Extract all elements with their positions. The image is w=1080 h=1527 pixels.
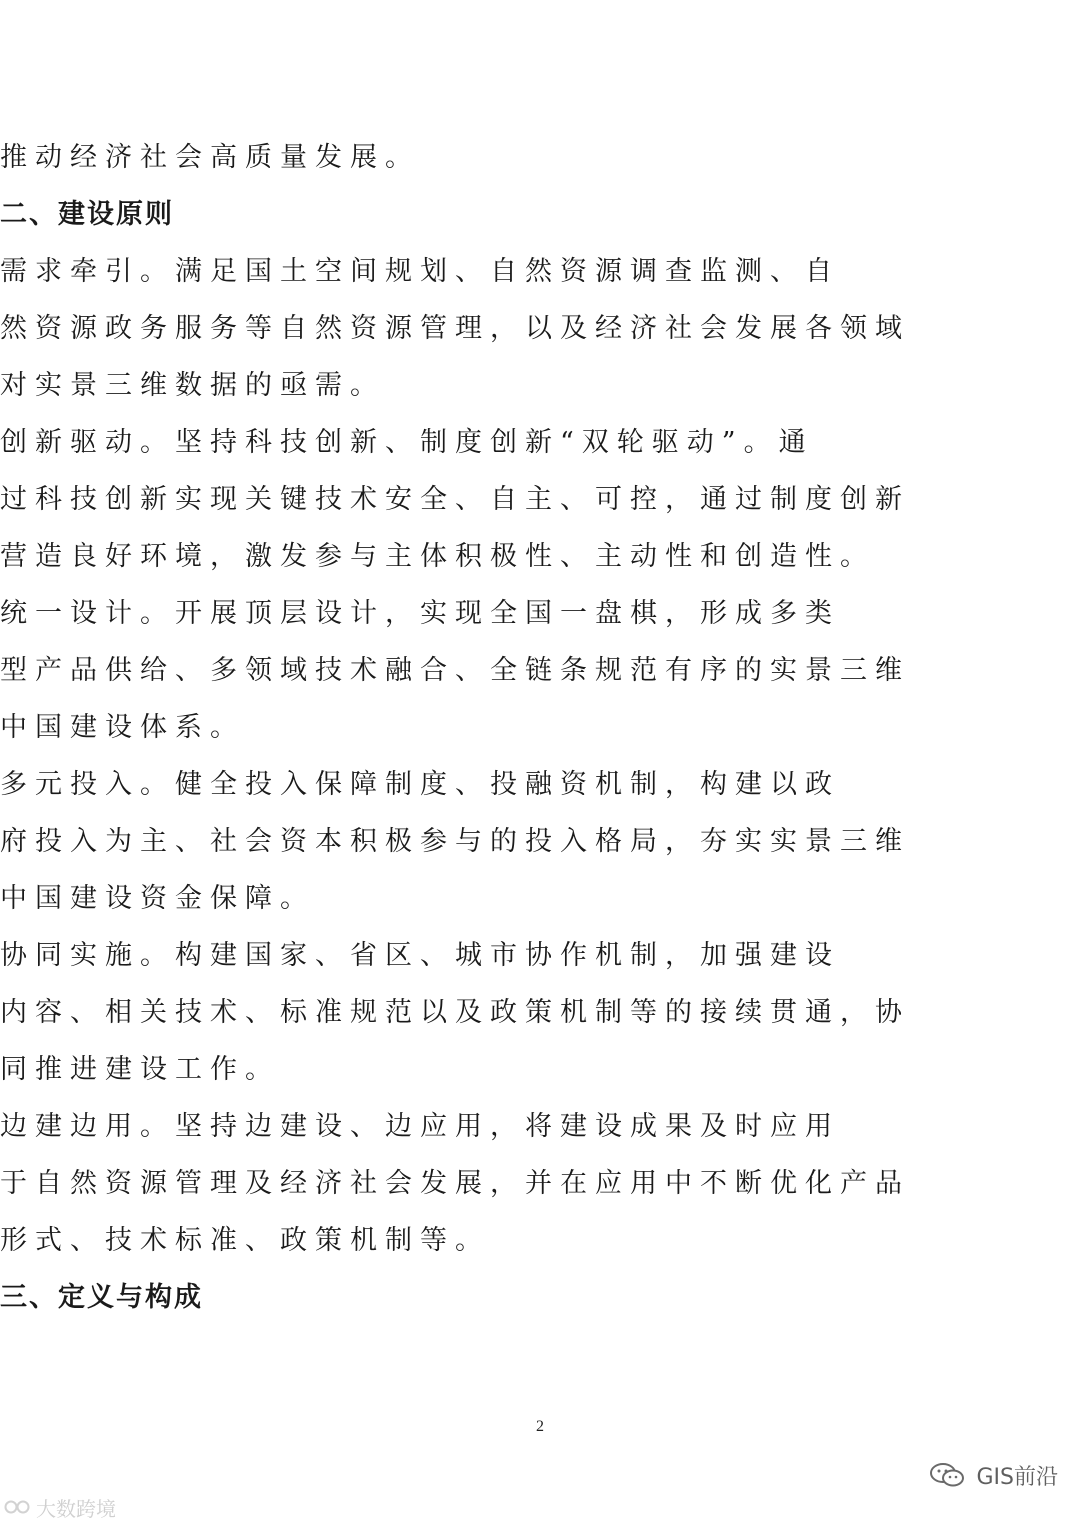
- text-line-p2a: [0, 425, 1080, 461]
- line-text: 营造良好环境，激发参与主体积极性、主动性和创造性。: [0, 541, 875, 572]
- line-text: 府投入为主、社会资本积极参与的投入格局，夯实实景三维: [0, 826, 910, 857]
- line-text: 对实景三维数据的亟需。: [0, 370, 385, 401]
- line-text: 需求牵引。满足国土空间规划、自然资源调查监测、自: [0, 256, 840, 287]
- line-text: 创新驱动。坚持科技创新、制度创新“双轮驱动”。通: [0, 427, 814, 458]
- watermark-dashu: [4, 1494, 116, 1520]
- text-line-p1b: [0, 311, 1080, 347]
- text-line-p6c: [0, 1223, 1080, 1259]
- section-heading-2: [0, 197, 1080, 233]
- heading-text: 三、定义与构成: [0, 1282, 203, 1313]
- line-text: 统一设计。开展顶层设计，实现全国一盘棋，形成多类: [0, 598, 840, 629]
- text-line-p4c: [0, 881, 1080, 917]
- text-line-p1c: [0, 368, 1080, 404]
- watermark-dashu-text: 大数跨境: [36, 1496, 116, 1521]
- watermark-gis-text: GIS前沿: [976, 1464, 1058, 1490]
- line-text: 然资源政务服务等自然资源管理，以及经济社会发展各领域: [0, 313, 910, 344]
- wechat-icon: [928, 1461, 968, 1489]
- line-text: 过科技创新实现关键技术安全、自主、可控，通过制度创新: [0, 484, 910, 515]
- logo-icon: [4, 1497, 32, 1517]
- line-text: 形式、技术标准、政策机制等。: [0, 1225, 490, 1256]
- line-text: 型产品供给、多领域技术融合、全链条规范有序的实景三维: [0, 655, 910, 686]
- text-line-p2c: [0, 539, 1080, 575]
- text-line-p4b: [0, 824, 1080, 860]
- text-line-p4a: [0, 767, 1080, 803]
- page-number: 2: [536, 1418, 544, 1435]
- text-line-p3a: [0, 596, 1080, 632]
- line-text: 同推进建设工作。: [0, 1054, 280, 1085]
- heading-text: 二、建设原则: [0, 199, 174, 230]
- line-text: 中国建设体系。: [0, 712, 245, 743]
- line-text: 于自然资源管理及经济社会发展，并在应用中不断优化产品: [0, 1168, 910, 1199]
- text-line-p5a: [0, 938, 1080, 974]
- text-line-p5b: [0, 995, 1080, 1031]
- text-line-p3c: [0, 710, 1080, 746]
- watermark-gis: [928, 1460, 1058, 1490]
- text-line-p6a: [0, 1109, 1080, 1145]
- text-line-p6b: [0, 1166, 1080, 1202]
- text-line-p2b: [0, 482, 1080, 518]
- text-line-1: [0, 140, 1080, 176]
- text-line-p5c: [0, 1052, 1080, 1088]
- line-text: 推动经济社会高质量发展。: [0, 142, 420, 173]
- text-line-p3b: [0, 653, 1080, 689]
- line-text: 多元投入。健全投入保障制度、投融资机制，构建以政: [0, 769, 840, 800]
- section-heading-3: [0, 1280, 1080, 1316]
- line-text: 中国建设资金保障。: [0, 883, 315, 914]
- line-text: 内容、相关技术、标准规范以及政策机制等的接续贯通，协: [0, 997, 910, 1028]
- text-line-p1a: [0, 254, 1080, 290]
- line-text: 协同实施。构建国家、省区、城市协作机制，加强建设: [0, 940, 840, 971]
- line-text: 边建边用。坚持边建设、边应用，将建设成果及时应用: [0, 1111, 840, 1142]
